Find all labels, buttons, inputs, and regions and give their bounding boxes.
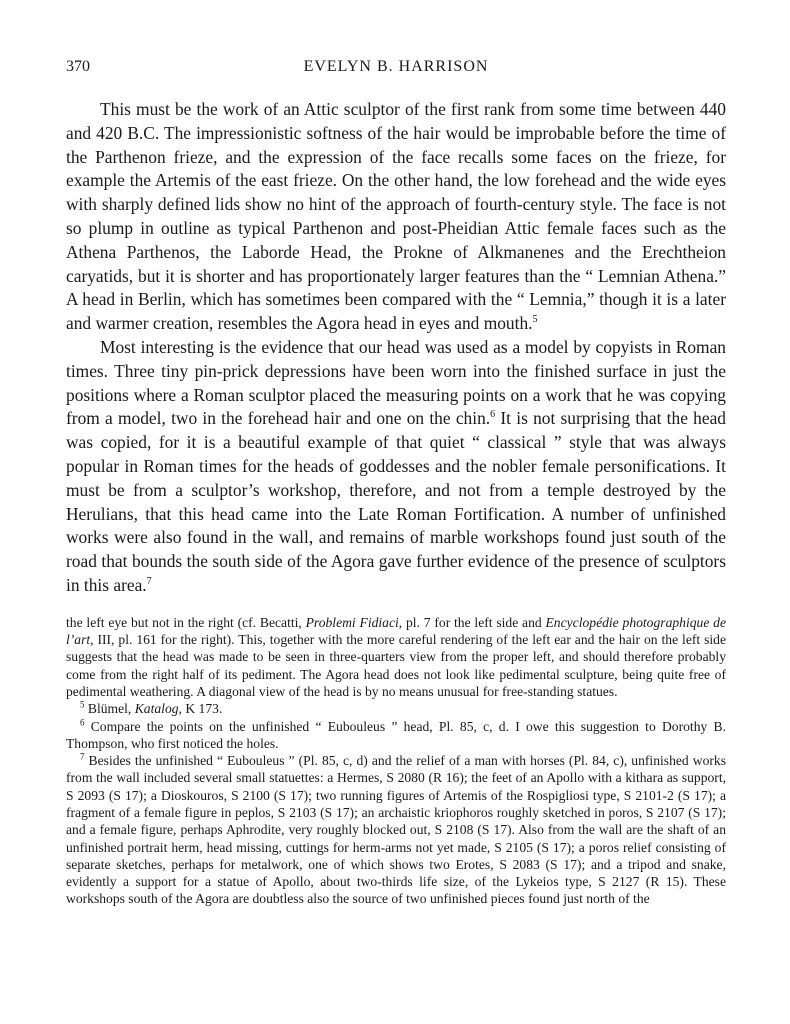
paragraph: This must be the work of an Attic sculptor of the first rank from some time between 440 and 420 B.C. The impressionistic softness of the hair would be improbable before the time of the Parthenon frieze, and the expression of the face recalls some faces on the frieze, for example the Artemis of the east frieze. On the other hand, the low forehead and the wide eyes with sharply defined lids show no hint of the approach of fourth-century style. The face is not so plump in outline as typical Parthenon and post-Pheidian Attic female faces such as the Athena Parthenos, the Laborde Head, the Prokne of Alkmanenes and the Erechtheion caryatids, but it is shorter and has proportionately larger features than the “ Lemnian Athena.” A head in Berlin, which has sometimes been compared with the “ Lemnia,” though it is a later and warmer creation, resembles the Agora head in eyes and mouth.$^5$ xyxy=(66,99,726,334)
page-header xyxy=(66,58,726,82)
citation-title: Katalog xyxy=(134,701,179,717)
citation-title: Problemi Fidiaci xyxy=(305,614,399,630)
paragraph: Most interesting is the evidence that our head was used as a model by copyists in Roman times. Three tiny pin-prick depressions have been worn into the finished surface in just the positions where a Roman sculptor placed the measuring points on a work that he was copying from a model, two in the forehead hair and one on the chin.$^6$ It is not surprising that the head was copied, for it is a beautiful example of that quiet “ classical ” style that was always popular in Roman times for the heads of goddesses and the nobler female personifications. It must be from a sculptor’s workshop, therefore, and not from a temple destroyed by the Herulians, that this head came into the Late Roman Fortification. A number of unfinished works were also found in the wall, and remains of marble workshops found just south of the road that bounds the south side of the Agora gave further evidence of the presence of sculptors in this area.$^7$ xyxy=(66,336,726,595)
footnotes xyxy=(66,614,726,908)
footnote-6: $^6$ Compare the points on the unfinished “ Eubouleus ” head, Pl. 85, c, d. I owe this suggestion to Dorothy B. Thompson, who first noticed the holes. xyxy=(66,716,726,751)
footnote-ref: 5 xyxy=(532,314,538,326)
footnote-7: $^7$ Besides the unfinished “ Eubouleus ” (Pl. 85, c, d) and the relief of a man with horses (Pl. 84, c), unfinished works from the wall included several small statuettes: a Hermes, S 2080 (R 16); the feet of an Apollo with a kithara as support, S 2093 (S 17); a Dioskouros, S 2100 (S 17); two running figures of Artemis of the Rospigliosi type, S 2101-2 (S 17); a fragment of a female figure in peplos, S 2103 (S 17); an archaistic kriophoros roughly sketched in poros, S 2107 (S 17); and a female figure, perhaps Aphrodite, very roughly blocked out, S 2108 (S 17). Also from the wall are the shaft of an unfinished portrait herm, head missing, cuttings for herm-arms not yet made, S 2105 (S 17); a poros relief consisting of separate sketches, perhaps for metalwork, one of which shows two Erotes, S 2083 (S 17); and a tripod and snake, evidently a support for a statue of Apollo, about two-thirds life size, of the Lykeios type, S 2127 (R 15). These workshops south of the Agora are doubtless also the source of two unfinished pieces found just north of the xyxy=(66,751,726,907)
footnote-label: 5 xyxy=(80,699,85,710)
footnote-ref: 7 xyxy=(146,576,152,588)
page xyxy=(66,58,726,908)
body-text xyxy=(66,98,726,598)
footnote-5: $^5$ Blümel, Katalog, K 173. xyxy=(80,699,223,717)
footnote-continued: the left eye but not in the right (cf. Becatti, Problemi Fidiaci, pl. 7 for the left side and Encyclopédie photographique de l’art, III, pl. 161 for the right). This, together with the more careful rendering of the left ear and the hair on the left side suggests that the head was made to be seen in three-quarters view from the proper left, and should therefore probably come from the right half of its pediment. The Agora head does not look like pedimental sculpture, being quite free of pedimental weathering. A diagonal view of the head is by no means unusual for free-standing statues. xyxy=(66,614,726,699)
running-head: EVELYN B. HARRISON xyxy=(303,58,489,75)
citation-title: Encyclopédie photographique de l’art xyxy=(66,614,726,648)
era-abbreviation: B.C. xyxy=(127,122,160,143)
footnote-ref: 6 xyxy=(490,409,496,421)
footnote-label: 6 xyxy=(80,716,85,727)
page-number: 370 xyxy=(66,58,90,75)
footnote-label: 7 xyxy=(80,751,85,762)
